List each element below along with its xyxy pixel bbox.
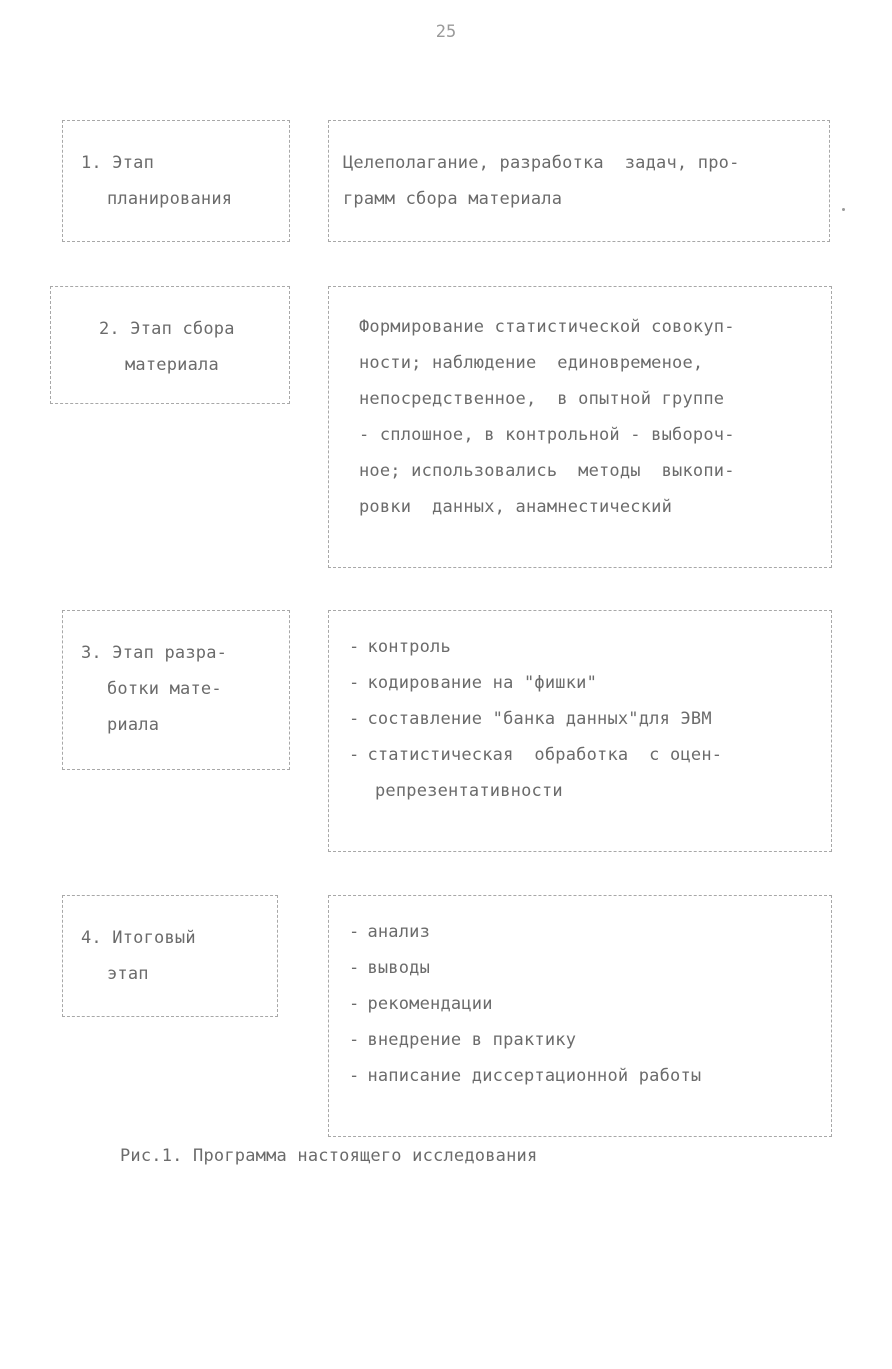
list-item [349, 1022, 823, 1058]
dash-marker: - [349, 673, 360, 693]
stage-4-description-box [328, 895, 832, 1137]
list-item [349, 737, 823, 809]
stage-2-description-line-6: ровки данных, анамнестический [359, 497, 673, 517]
stage-2-label-line-1: 2. Этап сбора [99, 319, 235, 339]
list-item [349, 950, 823, 986]
stage-4-bullet-3: рекомендации [367, 994, 493, 1014]
stage-4-bullet-2: выводы [367, 958, 431, 978]
dash-marker: - [349, 709, 360, 729]
stage-4-label-box [62, 895, 278, 1017]
list-item [349, 1058, 823, 1094]
stage-1-label-line-1: 1. Этап [81, 153, 155, 173]
stage-4-bullet-list [329, 896, 831, 1094]
list-item [349, 665, 823, 701]
stage-3-label-line-3: риала [107, 715, 160, 735]
stage-3-label-line-2: ботки мате- [107, 679, 222, 699]
list-item [349, 914, 823, 950]
stage-4-bullet-5: написание диссертационной работы [367, 1066, 702, 1086]
stage-3-label-line-1: 3. Этап разра- [81, 643, 228, 663]
stage-3-bullet-1: контроль [367, 637, 451, 657]
page-number: 25 [435, 22, 457, 42]
dash-marker: - [349, 637, 360, 657]
stage-1-description-line-1: Целеполагание, разработка задач, про- [343, 153, 740, 173]
stage-4-label-line-1: 4. Итоговый [81, 928, 196, 948]
stage-4-bullet-4: внедрение в практику [367, 1030, 577, 1050]
stage-3-bullet-3: составление "банка данных"для ЭВМ [367, 709, 712, 729]
stage-3-bullet-2: кодирование на "фишки" [367, 673, 598, 693]
stage-1-label-box [62, 120, 290, 242]
dash-marker: - [349, 745, 360, 765]
stage-1-description-line-2: грамм сбора материала [343, 189, 563, 209]
list-item [349, 701, 823, 737]
stray-dot [842, 208, 845, 211]
dash-marker: - [349, 994, 360, 1014]
stage-2-label-box [50, 286, 290, 404]
stage-2-label-line-2: материала [125, 355, 219, 375]
stage-2-description-line-4: - сплошное, в контрольной - выбороч- [359, 425, 735, 445]
stage-3-description-box [328, 610, 832, 852]
stage-4-bullet-1: анализ [367, 922, 431, 942]
stage-3-bullet-4: статистическая обработка с оцен- [367, 745, 723, 765]
list-item [349, 986, 823, 1022]
stage-2-description-line-2: ности; наблюдение единовременое, [359, 353, 704, 373]
stage-3-bullet-4-continuation: репрезентативности [375, 781, 563, 801]
dash-marker: - [349, 1030, 360, 1050]
stage-4-label-line-2: этап [107, 964, 149, 984]
list-item [349, 629, 823, 665]
stage-2-description-line-5: ное; использовались методы выкопи- [359, 461, 735, 481]
stage-2-description-line-3: непосредственное, в опытной группе [359, 389, 725, 409]
stage-3-bullet-list [329, 611, 831, 809]
stage-3-label-box [62, 610, 290, 770]
stage-1-label-line-2: планирования [107, 189, 233, 209]
stage-1-description-box [328, 120, 830, 242]
stage-2-description-line-1: Формирование статистической совокуп- [359, 317, 735, 337]
dash-marker: - [349, 1066, 360, 1086]
dash-marker: - [349, 958, 360, 978]
stage-2-description-box [328, 286, 832, 568]
dash-marker: - [349, 922, 360, 942]
figure-caption: Рис.1. Программа настоящего исследования [120, 1146, 538, 1166]
